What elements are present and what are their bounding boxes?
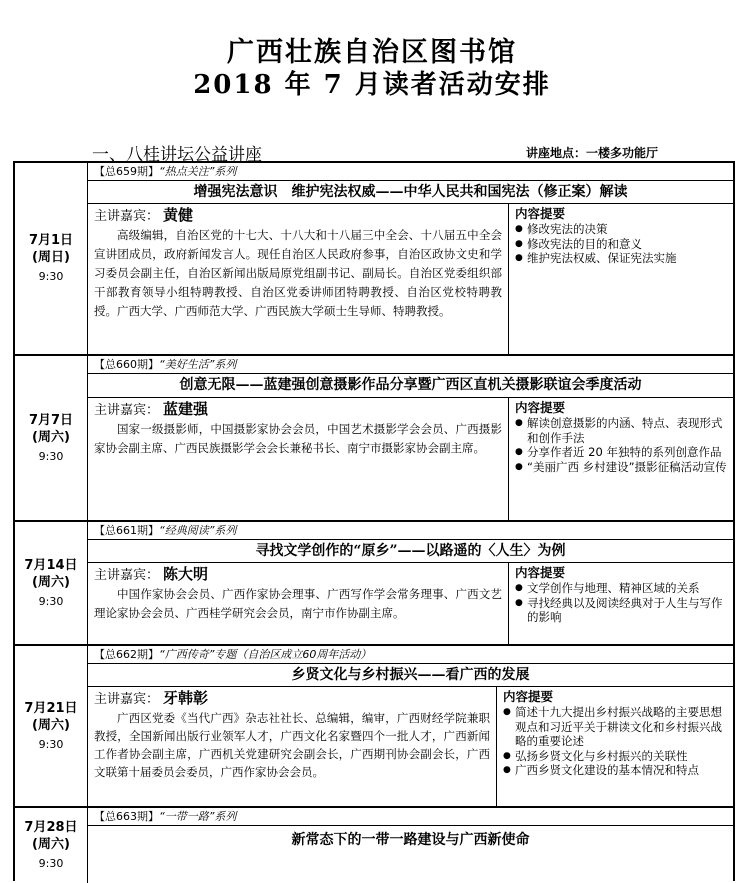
event-date: 7月28日 bbox=[24, 820, 78, 835]
contents-heading: 内容提要 bbox=[515, 400, 566, 415]
contents-list bbox=[515, 416, 729, 474]
event-row bbox=[15, 163, 733, 356]
series-name: “广西传奇”专题（自治区成立60周年活动） bbox=[159, 648, 372, 661]
series-line bbox=[88, 522, 733, 540]
event-date: 7月7日 bbox=[28, 412, 74, 428]
series-line bbox=[88, 646, 733, 664]
event-row bbox=[15, 808, 733, 883]
series-name: “热点关注”系列 bbox=[159, 165, 237, 178]
speaker-cell bbox=[88, 563, 509, 644]
speaker-label: 主讲嘉宾： bbox=[94, 692, 160, 707]
list-item: ● 广西乡贤文化建设的基本情况和特点 bbox=[503, 763, 729, 778]
list-item: ● 文学创作与地理、精神区域的关系 bbox=[515, 581, 729, 596]
event-weekday: (周六) bbox=[32, 837, 70, 852]
event-weekday: (周日) bbox=[32, 250, 70, 265]
issue-number: 【总662期】 bbox=[94, 648, 159, 661]
contents-cell bbox=[509, 204, 733, 354]
lecture-title: 创意无限——蓝建强创意摄影作品分享暨广西区直机关摄影联谊会季度活动 bbox=[88, 374, 733, 398]
list-item: ● 修改宪法的决策 bbox=[515, 222, 729, 237]
list-item: ● 寻找经典以及阅读经典对于人生与写作的影响 bbox=[515, 596, 729, 625]
lecture-title: 增强宪法意识 维护宪法权威——中华人民共和国宪法（修正案）解读 bbox=[88, 181, 733, 204]
contents-heading: 内容提要 bbox=[515, 565, 566, 580]
speaker-bio: 国家一级摄影师，中国摄影家协会会员，中国艺术摄影学会会员、广西摄影家协会副主席、广西民族摄影学会会长兼秘书长、南宁市摄影家协会副主席。 bbox=[94, 422, 502, 455]
speaker-bio: 高级编辑，自治区党的十七大、十八大和十八届三中全会、十八届五中全会宣讲团成员，政府新闻发言人。现任自治区人民政府参事，自治区政协文史和学习委员会副主任，自治区新闻出版局原党组副书记、副局长。自治区党委组织部干部教育领导小组特聘教授、自治区党委讲师团特聘教授、自治区党校特聘教授。广西大学、广西师范大学、广西民族大学硕士生导师、特聘教授。 bbox=[94, 228, 502, 318]
schedule-table bbox=[13, 161, 735, 881]
series-line bbox=[88, 808, 733, 826]
event-time: 9:30 bbox=[38, 737, 64, 751]
event-weekday: (周六) bbox=[32, 574, 70, 590]
event-row bbox=[15, 356, 733, 522]
contents-list bbox=[503, 705, 729, 778]
contents-list bbox=[515, 581, 729, 625]
event-date-cell bbox=[15, 522, 88, 644]
list-item: ● 维护宪法权威、保证宪法实施 bbox=[515, 251, 729, 266]
event-date-cell bbox=[15, 163, 88, 354]
contents-heading: 内容提要 bbox=[515, 206, 566, 221]
speaker-name: 蓝建强 bbox=[163, 400, 209, 418]
list-item: ● “美丽广西 乡村建设”摄影征稿活动宣传 bbox=[515, 460, 729, 475]
event-time: 9:30 bbox=[38, 594, 64, 608]
lecture-title: 新常态下的一带一路建设与广西新使命 bbox=[291, 832, 530, 848]
issue-number: 【总659期】 bbox=[94, 165, 159, 178]
list-item: ● 修改宪法的目的和意义 bbox=[515, 237, 729, 252]
speaker-name: 牙韩彰 bbox=[163, 689, 209, 707]
lecture-title: 寻找文学创作的“原乡”——以路遥的〈人生〉为例 bbox=[88, 540, 733, 563]
speaker-name: 陈大明 bbox=[163, 565, 209, 583]
series-line bbox=[88, 163, 733, 181]
series-name: “一带一路”系列 bbox=[159, 810, 237, 823]
speaker-cell bbox=[88, 398, 509, 520]
series-line bbox=[88, 356, 733, 374]
event-date-cell bbox=[15, 356, 88, 520]
list-item: ● 分享作者近 20 年独特的系列创意作品 bbox=[515, 445, 729, 460]
contents-cell bbox=[509, 398, 733, 520]
event-time: 9:30 bbox=[38, 449, 64, 463]
event-time: 9:30 bbox=[38, 857, 64, 870]
issue-number: 【总660期】 bbox=[94, 358, 159, 371]
list-item: ● 弘扬乡贤文化与乡村振兴的关联性 bbox=[503, 749, 729, 764]
speaker-label: 主讲嘉宾： bbox=[94, 209, 160, 224]
event-row bbox=[15, 522, 733, 646]
event-date-cell bbox=[15, 646, 88, 806]
issue-number: 【总663期】 bbox=[94, 810, 159, 823]
list-item: ● 解读创意摄影的内涵、特点、表现形式和创作手法 bbox=[515, 416, 729, 445]
event-date-cell bbox=[15, 808, 88, 883]
event-time: 9:30 bbox=[38, 270, 64, 283]
speaker-label: 主讲嘉宾： bbox=[94, 403, 160, 418]
speaker-name: 黄健 bbox=[163, 206, 194, 224]
speaker-cell bbox=[88, 687, 497, 806]
series-name: “美好生活”系列 bbox=[159, 358, 237, 371]
event-date: 7月14日 bbox=[24, 557, 78, 573]
contents-cell bbox=[497, 687, 733, 806]
event-date: 7月1日 bbox=[28, 233, 74, 248]
page-subtitle: 2018 年 7 月读者活动安排 bbox=[193, 70, 551, 100]
page-title: 广西壮族自治区图书馆 bbox=[227, 37, 517, 68]
speaker-cell bbox=[88, 204, 509, 354]
contents-heading: 内容提要 bbox=[503, 689, 554, 704]
issue-number: 【总661期】 bbox=[94, 524, 159, 537]
venue-label: 讲座地点：一楼多功能厅 bbox=[526, 146, 659, 160]
speaker-bio: 中国作家协会会员、广西作家协会理事、广西写作学会常务理事、广西文艺理论家协会会员、广西桂学研究会会员，南宁市作协副主席。 bbox=[94, 587, 502, 620]
event-weekday: (周六) bbox=[32, 429, 70, 445]
speaker-label: 主讲嘉宾： bbox=[94, 568, 160, 583]
series-name: “经典阅读”系列 bbox=[159, 524, 237, 537]
speaker-bio: 广西区党委《当代广西》杂志社社长、总编辑，编审，广西财经学院兼职教授，全国新闻出版行业领军人才，广西文化名家暨四个一批人才，广西新闻工作者协会副主席，广西机关党建研究会副会长，广西期刊协会副会长，广西文联第十届委员会委员，广西作家协会会员。 bbox=[94, 711, 490, 779]
lecture-title: 乡贤文化与乡村振兴——看广西的发展 bbox=[88, 664, 733, 687]
list-item: ● 简述十九大提出乡村振兴战略的主要思想观点和习近平关于耕读文化和乡村振兴战略的重要论述 bbox=[503, 705, 729, 749]
event-date: 7月21日 bbox=[24, 700, 78, 716]
event-row bbox=[15, 646, 733, 808]
event-weekday: (周六) bbox=[32, 717, 70, 733]
section-heading: 一、八桂讲坛公益讲座 bbox=[92, 145, 262, 165]
contents-list bbox=[515, 222, 729, 266]
contents-cell bbox=[509, 563, 733, 644]
